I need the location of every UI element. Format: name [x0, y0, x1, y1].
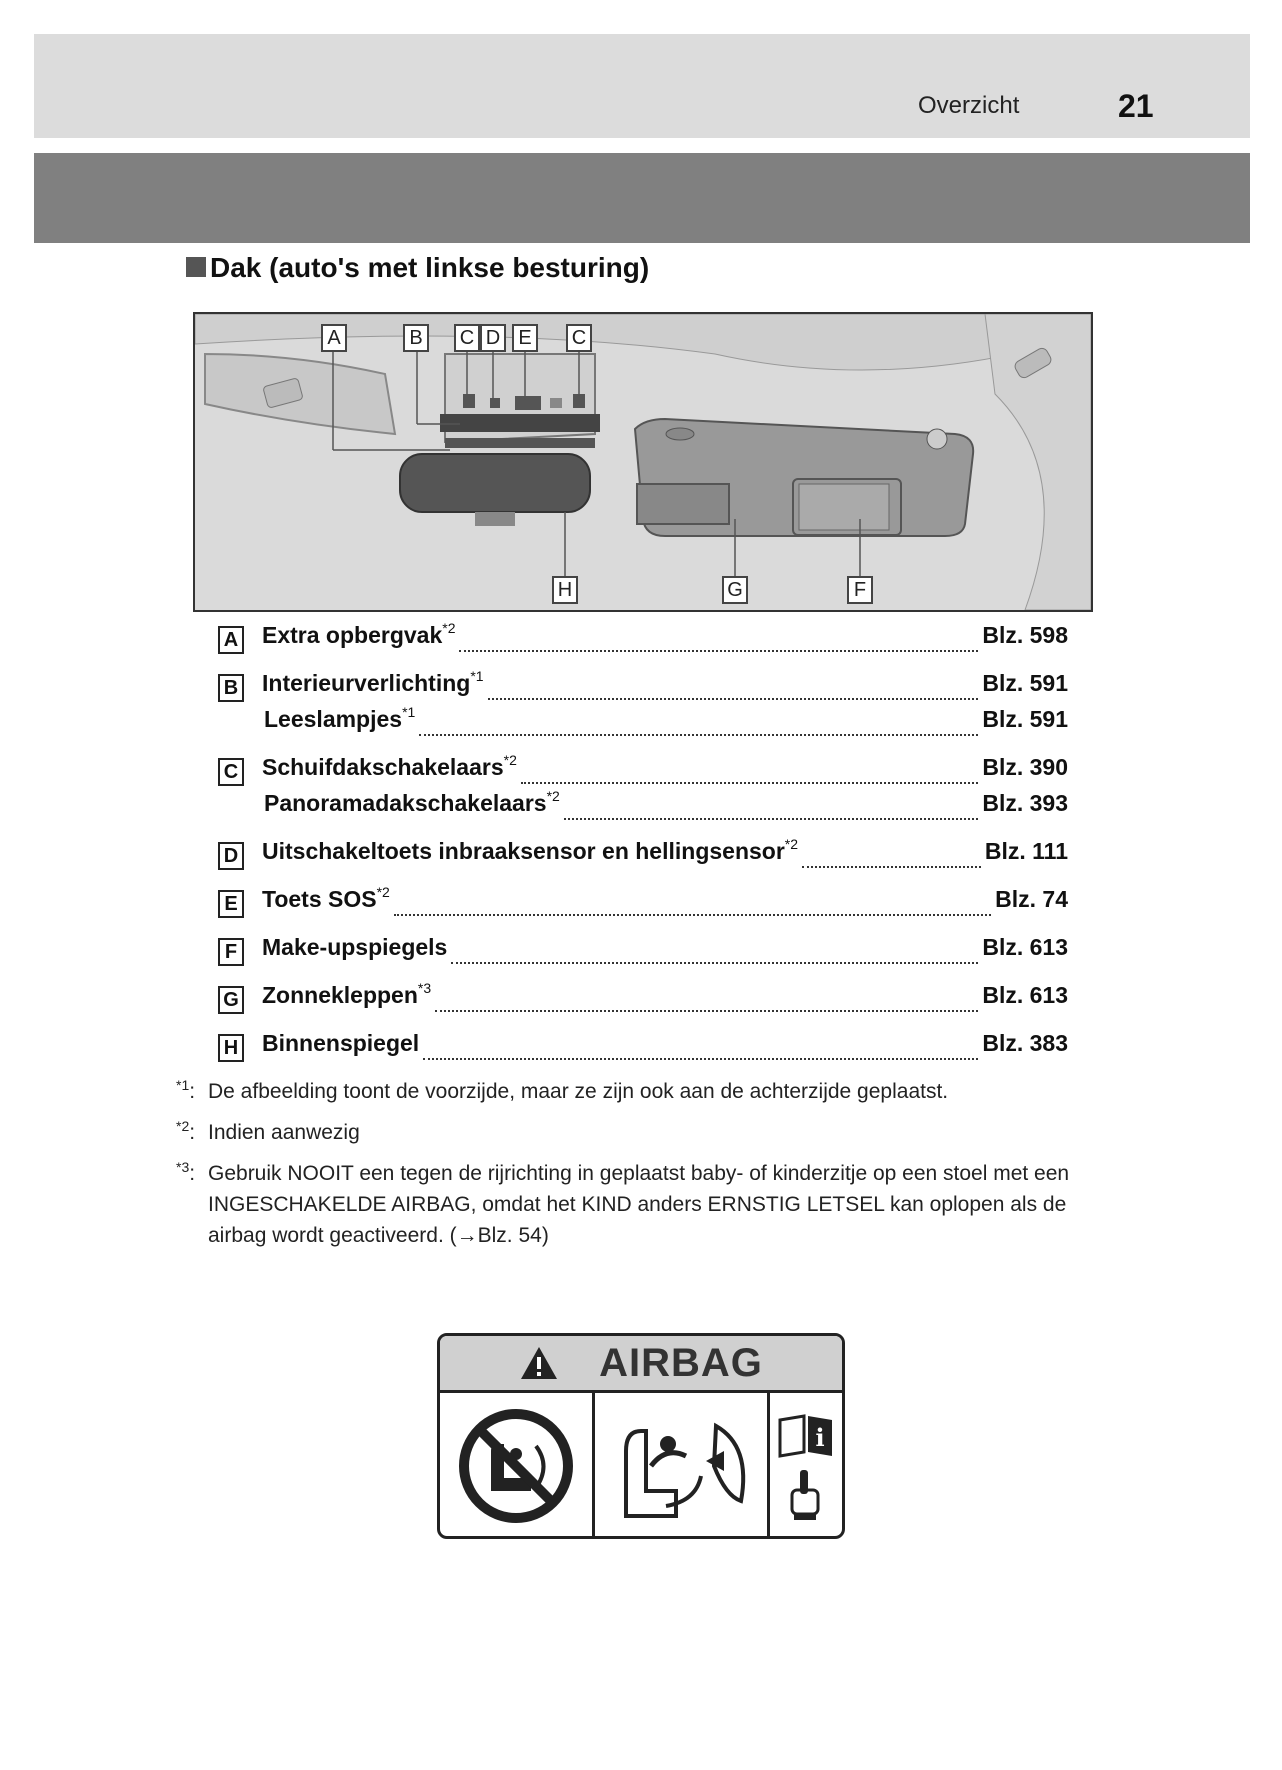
- diagram-label-d: D: [480, 324, 506, 352]
- item-page-ref[interactable]: Blz. 393: [982, 790, 1068, 816]
- item-key: A: [218, 626, 244, 654]
- footnote-text: Gebruik NOOIT een tegen de rijrichting in geplaatst baby- of kinderzitje op een stoel met een INGESCHAKELDE AIRBAG, omdat het KIND anders ERNSTIG LETSEL kan oplopen als de airbag wordt geactiveerd. (→Blz. 54): [208, 1162, 1070, 1247]
- item-page-ref[interactable]: Blz. 390: [982, 754, 1068, 780]
- item-list: [218, 622, 1068, 1078]
- dot-leader: [423, 1058, 978, 1060]
- footnote: [176, 1159, 1096, 1251]
- item-label: Interieurverlichting$^{*1}$: [262, 668, 484, 696]
- section-heading: [186, 252, 649, 284]
- item-label: Zonnekleppen$^{*3}$: [262, 980, 432, 1008]
- footnote-text: Indien aanwezig: [208, 1121, 360, 1144]
- read-manual-icon: [774, 1406, 838, 1526]
- item-row: [218, 706, 1068, 742]
- item-key: F: [218, 938, 244, 966]
- item-page-ref[interactable]: Blz. 74: [995, 886, 1068, 912]
- item-page-ref[interactable]: Blz. 613: [982, 982, 1068, 1008]
- footnote: [176, 1077, 1096, 1107]
- item-group-b: [218, 670, 1068, 742]
- airbag-deploy-icon: [606, 1406, 756, 1526]
- item-row: [218, 886, 1068, 922]
- item-group-e: [218, 886, 1068, 922]
- diagram-label-f: F: [847, 576, 873, 604]
- dot-leader: [435, 1010, 978, 1012]
- item-page-ref[interactable]: Blz. 591: [982, 706, 1068, 732]
- item-row: [218, 838, 1068, 874]
- item-row: [218, 982, 1068, 1018]
- dot-leader: [488, 698, 979, 700]
- footnote: [176, 1118, 1096, 1148]
- header-dark-band: [34, 153, 1250, 243]
- footnote-mark: $^{*1}$:: [176, 1077, 196, 1103]
- svg-text:i: i: [815, 1423, 825, 1452]
- footnote-text: De afbeelding toont de voorzijde, maar ze zijn ook aan de achterzijde geplaatst.: [208, 1080, 949, 1103]
- footnote-mark: $^{*3}$:: [176, 1159, 196, 1185]
- item-key: H: [218, 1034, 244, 1062]
- warning-triangle-icon: [519, 1345, 559, 1381]
- item-page-ref[interactable]: Blz. 591: [982, 670, 1068, 696]
- dot-leader: [419, 734, 978, 736]
- item-label: Toets SOS$^{*2}$: [262, 884, 390, 912]
- diagram-label-c-right: C: [566, 324, 592, 352]
- item-row: [218, 754, 1068, 790]
- section-title: Overzicht: [918, 92, 1020, 119]
- airbag-title: AIRBAG: [599, 1340, 763, 1385]
- footnotes: [176, 1077, 1096, 1265]
- item-group-g: [218, 982, 1068, 1018]
- item-key: C: [218, 758, 244, 786]
- airbag-pictograms: [440, 1393, 842, 1539]
- airbag-cell-prohibition: [440, 1393, 595, 1539]
- diagram-label-c: C: [454, 324, 480, 352]
- diagram-label-b: B: [403, 324, 429, 352]
- item-page-ref[interactable]: Blz. 111: [984, 838, 1068, 864]
- dot-leader: [394, 914, 991, 916]
- item-label: Make-upspiegels: [262, 934, 448, 960]
- item-group-c: [218, 754, 1068, 826]
- no-rear-facing-seat-icon: [456, 1406, 576, 1526]
- item-row: [218, 622, 1068, 658]
- item-group-a: [218, 622, 1068, 658]
- diagram-label-h: H: [552, 576, 578, 604]
- dot-leader: [459, 650, 978, 652]
- item-page-ref[interactable]: Blz. 613: [982, 934, 1068, 960]
- heading-square-icon: [186, 257, 206, 277]
- item-label: Binnenspiegel: [262, 1030, 420, 1056]
- header-band: [34, 34, 1250, 138]
- page-number: 21: [1118, 88, 1154, 124]
- item-label: Extra opbergvak$^{*2}$: [262, 620, 456, 648]
- airbag-cell-manual: [770, 1393, 842, 1539]
- item-row: [218, 1030, 1068, 1066]
- item-key: G: [218, 986, 244, 1014]
- item-group-f: [218, 934, 1068, 970]
- dot-leader: [564, 818, 979, 820]
- item-key: D: [218, 842, 244, 870]
- diagram-label-a: A: [321, 324, 347, 352]
- item-row: [218, 934, 1068, 970]
- item-group-h: [218, 1030, 1068, 1066]
- item-label: Uitschakeltoets inbraaksensor en hellingsensor$^{*2}$: [262, 836, 799, 864]
- item-page-ref[interactable]: Blz. 598: [982, 622, 1068, 648]
- dot-leader: [451, 962, 978, 964]
- item-label: Panoramadakschakelaars$^{*2}$: [264, 788, 560, 816]
- item-key: B: [218, 674, 244, 702]
- item-label: Schuifdakschakelaars$^{*2}$: [262, 752, 517, 780]
- dot-leader: [802, 866, 981, 868]
- item-page-ref[interactable]: Blz. 383: [982, 1030, 1068, 1056]
- diagram-label-e: E: [512, 324, 538, 352]
- roof-illustration: [195, 314, 1091, 610]
- airbag-cell-deploy: [595, 1393, 770, 1539]
- item-key: E: [218, 890, 244, 918]
- airbag-warning-label: [437, 1333, 845, 1539]
- item-row: [218, 790, 1068, 826]
- roof-diagram: [193, 312, 1093, 612]
- footnote-mark: $^{*2}$:: [176, 1118, 196, 1144]
- dot-leader: [521, 782, 978, 784]
- airbag-header: [440, 1336, 842, 1393]
- item-row: [218, 670, 1068, 706]
- diagram-label-g: G: [722, 576, 748, 604]
- section-heading-text: Dak (auto's met linkse besturing): [210, 252, 650, 283]
- item-group-d: [218, 838, 1068, 874]
- item-label: Leeslampjes$^{*1}$: [264, 704, 416, 732]
